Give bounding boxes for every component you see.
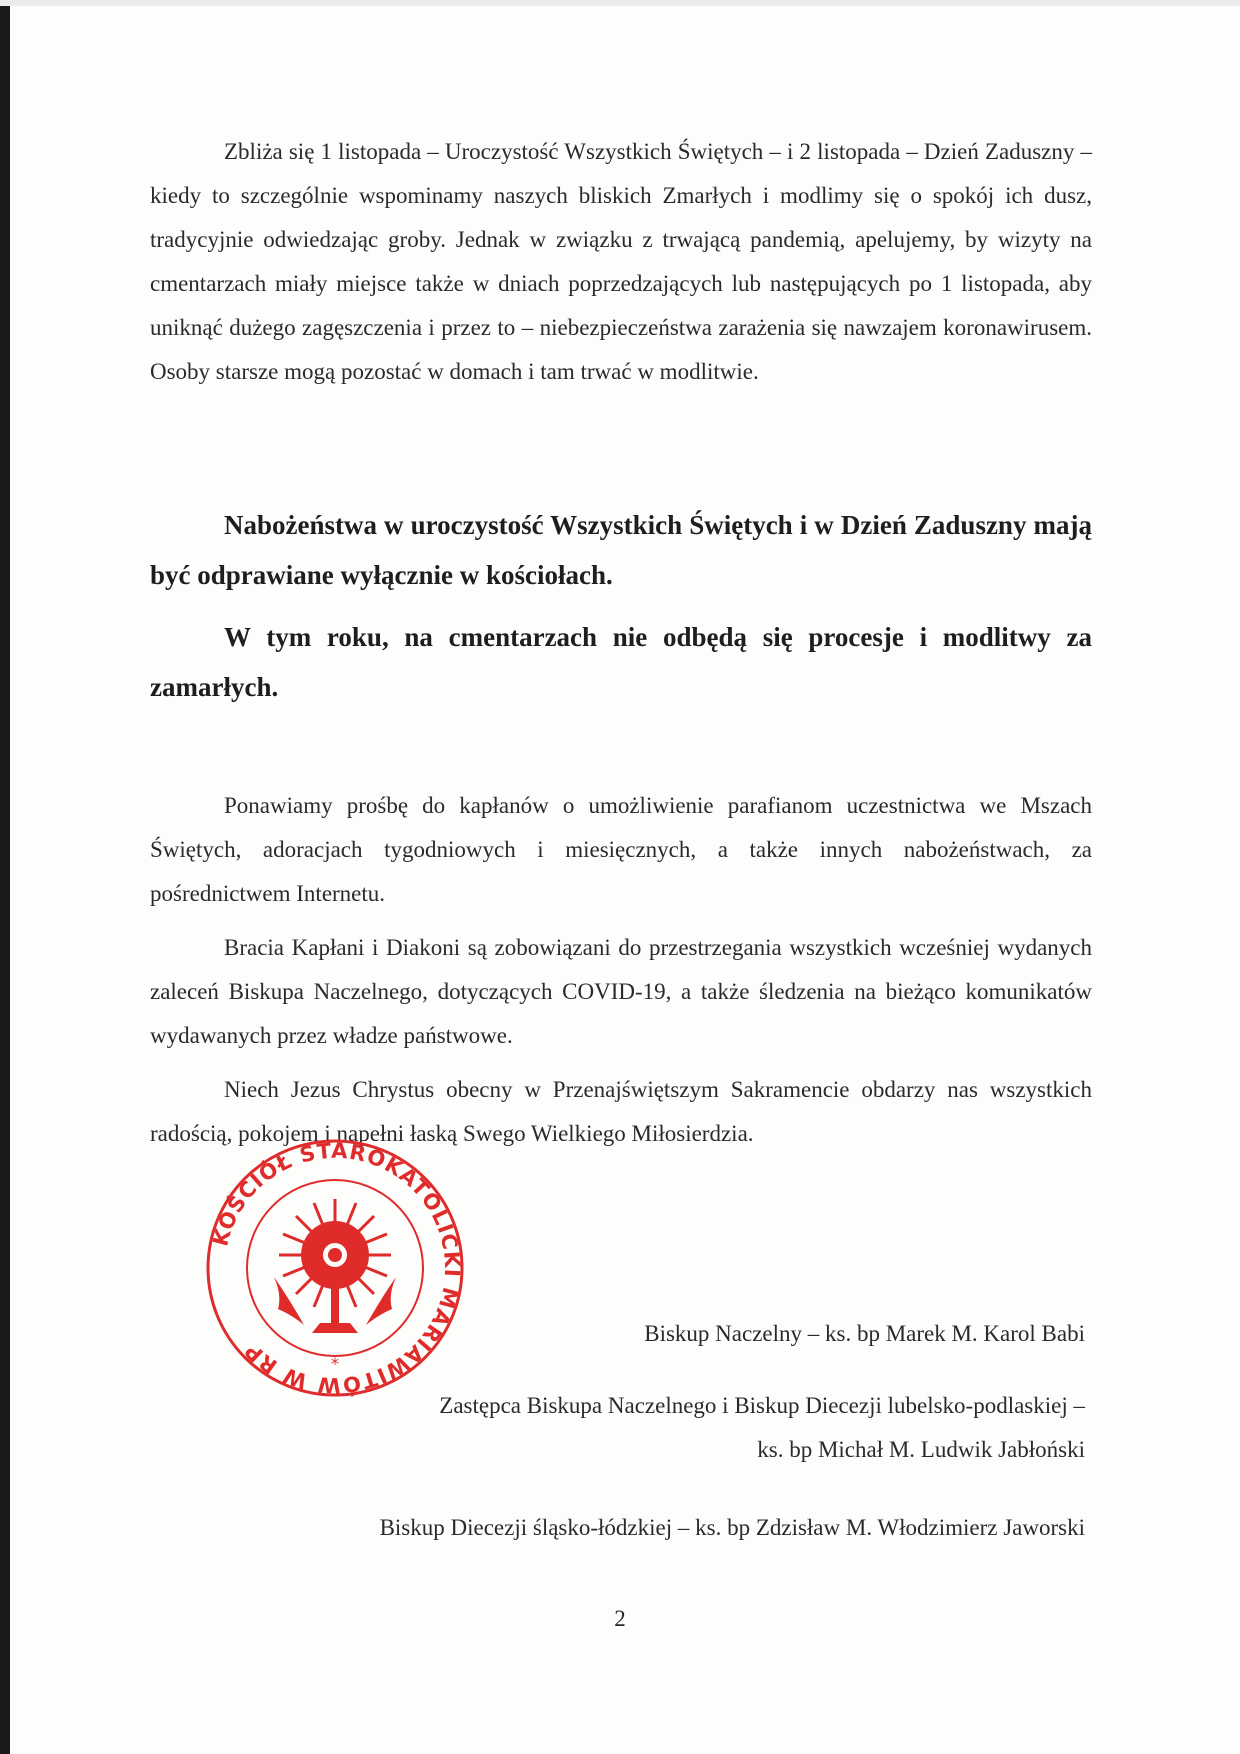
scan-edge [0,0,10,1754]
internet-request-paragraph: Ponawiamy prośbę do kapłanów o umożliwienie parafianom uczestnictwa we Mszach Świętych, adoracjach tygodniowych i miesięcznych, a także innych nabożeństwach, za pośrednictwem Internetu. [150,793,1092,906]
signature-chief-bishop: Biskup Naczelny – ks. bp Marek M. Karol Babi [644,1321,1085,1346]
blessing-paragraph: Niech Jezus Chrystus obecny w Przenajświętszym Sakramencie obdarzy nas wszystkich radością, pokojem i napełni łaską Swego Wielkiego Miłosierdzia. [150,1077,1092,1146]
signature-deputy-title: Zastępca Biskupa Naczelnego i Biskup Diecezji lubelsko-podlaskiej – [439,1393,1085,1418]
scan-edge-top [0,0,1240,6]
covid-guidelines-paragraph: Bracia Kapłani i Diakoni są zobowiązani do przestrzegania wszystkich wcześniej wydanych zaleceń Biskupa Naczelnego, dotyczących COVID-19, a także śledzenia na bieżąco komunikatów wydawanych przez władze państwowe. [150,935,1092,1048]
signature-deputy-name: ks. bp Michał M. Ludwik Jabłoński [757,1437,1085,1462]
svg-text:KOŚCIÓŁ STAROKATOLICKI MARIAWI: KOŚCIÓŁ STAROKATOLICKI MARIAWITÓW W RP [208,1138,465,1398]
services-notice: Nabożeństwa w uroczystość Wszystkich Świętych i w Dzień Zaduszny mają być odprawiane wyłącznie w kościołach. [150,510,1092,590]
signature-silesian-bishop: Biskup Diecezji śląsko-łódzkiej – ks. bp Zdzisław M. Włodzimierz Jaworski [379,1515,1085,1540]
cemetery-notice: W tym roku, na cmentarzach nie odbędą się procesje i modlitwy za zamarłych. [150,622,1092,702]
intro-paragraph: Zbliża się 1 listopada – Uroczystość Wszystkich Świętych – i 2 listopada – Dzień Zaduszny – kiedy to szczególnie wspominamy naszych bliskich Zmarłych i modlimy się o spokój ich dusz, tradycyjnie odwiedzając groby. Jednak w związku z trwającą pandemią, apelujemy, by wizyty na cmentarzach miały miejsce także w dniach poprzedzających lub następujących po 1 listopada, aby uniknąć dużego zagęszczenia i przez to – niebezpieczeństwa zarażenia się nawzajem koronawirusem. Osoby starsze mogą pozostać w domach i tam trwać w modlitwie. [150,139,1092,384]
signature-deputy-bishop [439,1384,1085,1472]
church-seal-icon [204,1137,466,1399]
svg-text:*: * [331,1354,339,1373]
page-number: 2 [614,1606,626,1631]
